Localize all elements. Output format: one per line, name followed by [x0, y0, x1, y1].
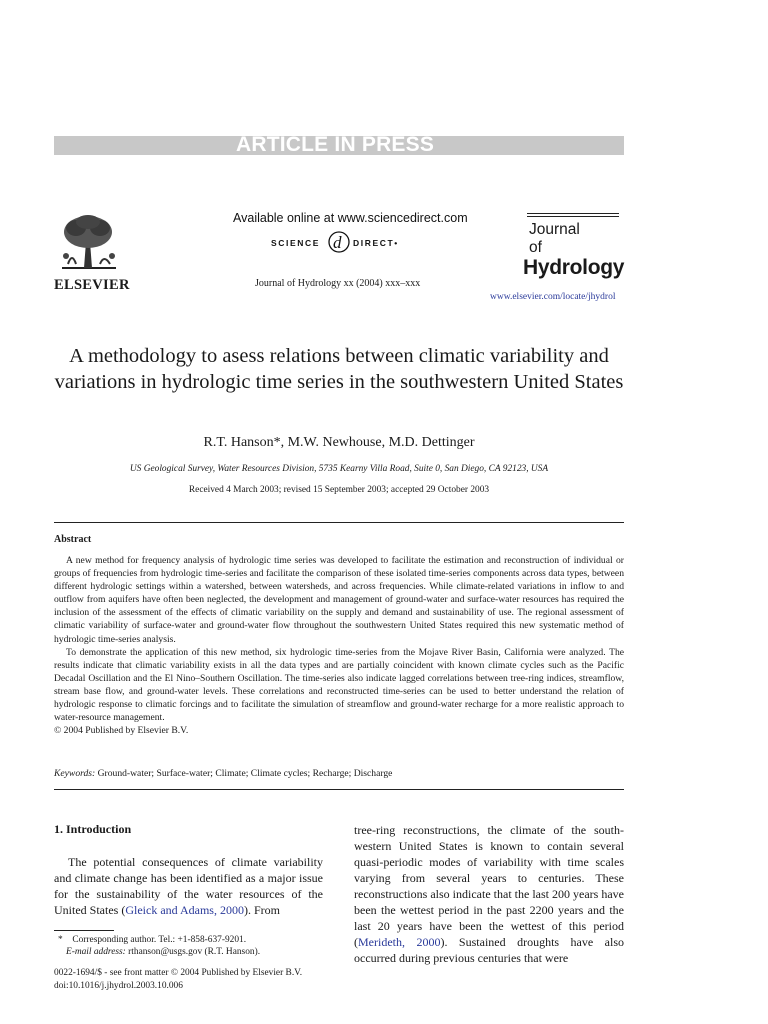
elsevier-tree-logo — [54, 212, 124, 274]
svg-text:SCIENCE: SCIENCE — [271, 238, 320, 248]
journal-logo-rule — [527, 213, 619, 214]
journal-logo-rule-thin — [527, 216, 619, 217]
email-address-link[interactable]: rthanson@usgs.gov (R.T. Hanson). — [128, 947, 261, 957]
issn-line: 0022-1694/$ - see front matter © 2004 Published by Elsevier B.V. — [54, 968, 303, 978]
paper-title: A methodology to asess relations between climatic variability and variations in hydrologic time series in the southwestern United States — [54, 345, 624, 393]
svg-text:d: d — [333, 233, 342, 252]
journal-logo-line2: of — [529, 239, 542, 256]
footnote-email — [66, 946, 260, 958]
availability-text: Available online at www.sciencedirect.com — [233, 211, 468, 225]
intro-right-text: tree-ring reconstructions, the climate of the south-western United States is known to contain several quasi-periodic modes of variability with time scales varying from several years to centuries. These reconstructions also indicate that the last 200 years have been the wettest period in the past 2200 years and the last 20 years have been the wettest of this period ( — [354, 823, 624, 949]
journal-logo-line3: Hydrology — [523, 256, 625, 279]
received-dates: Received 4 March 2003; revised 15 September 2003; accepted 29 October 2003 — [188, 485, 490, 495]
intro-left-column — [54, 854, 323, 918]
email-label: E-mail address: — [66, 947, 126, 957]
abstract-bottom-divider — [54, 789, 624, 790]
publisher-name: ELSEVIER — [54, 277, 130, 293]
abstract-top-divider — [54, 522, 624, 523]
keywords-line — [54, 768, 392, 779]
intro-left-text: The potential consequences of climate variability and climate change has been identified as a major issue for the sustainability of the water resources of the United States ( — [54, 855, 323, 917]
article-in-press-banner — [54, 133, 624, 156]
journal-reference: Journal of Hydrology xx (2004) xxx–xxx — [255, 278, 421, 289]
abstract-copyright: © 2004 Published by Elsevier B.V. — [54, 725, 189, 737]
footnote-corresponding — [54, 934, 246, 946]
front-matter — [54, 967, 302, 993]
banner-text: ARTICLE IN PRESS — [236, 133, 435, 156]
keywords-text: Ground-water; Surface-water; Climate; Climate cycles; Recharge; Discharge — [97, 768, 393, 779]
citation-link-gleick[interactable]: Gleick and Adams, 2000 — [125, 903, 244, 917]
intro-right-column — [354, 822, 624, 966]
intro-left-end: ). From — [243, 903, 280, 917]
intro-right-end: ). Sustained droughts have also occurred during previous centuries that were — [354, 935, 624, 965]
author-list: R.T. Hanson*, M.W. Newhouse, M.D. Dettinger — [203, 435, 475, 450]
footnote-divider — [54, 930, 114, 931]
footnote-marker: * — [58, 935, 63, 945]
citation-link-merideth[interactable]: Merideth, 2000 — [358, 935, 441, 949]
doi-line: doi:10.1016/j.jhydrol.2003.10.006 — [54, 981, 183, 991]
abstract-paragraph-1: A new method for frequency analysis of hydrologic time series was developed to facilitate the estimation and reconstruction of individual or groups of frequencies from hydrologic time-series and facilitate the comparison of these isolated time-series components across data types, between different hydrologic settings within a watershed, between watersheds, and across frequencies. While climate-related variations in inflow to and outflow from aquifers have often been neglected, the development and management of ground-water and surface-water resources has required the inclusion of the assessment of the effects of climatic variability on the supply and demand and sustainability of use. The regional assessment of climatic variability of surface-water and ground-water flow throughout the southwestern United States required this new systematic method of hydrologic time-series analysis. — [54, 555, 624, 645]
svg-text:DIRECT•: DIRECT• — [353, 238, 399, 248]
journal-logo-line1: Journal — [529, 221, 580, 238]
abstract-paragraph-2: To demonstrate the application of this new method, six hydrologic time-series from the Mojave River Basin, California were analyzed. The results indicate that climatic variability exists in all the data types and are partially coincident with known climate cycles such as the Pacific Decadal Oscillation and the El Nino–Southern Oscillation. The time-series also indicate lagged correlations between tree-ring indices, streamflow, stream base flow, and ground-water levels. These correlations and reconstructed time-series can be used to better understand the relation of hydrologic response to climatic forcings and to facilitate the simulation of streamflow and ground-water recharge for a more realistic approach to water-resource management. — [54, 646, 624, 724]
keywords-label: Keywords: — [54, 768, 96, 779]
abstract-heading: Abstract — [54, 534, 92, 545]
abstract-body — [54, 554, 624, 737]
journal-url-link[interactable]: www.elsevier.com/locate/jhydrol — [490, 292, 616, 302]
footnote-corresponding-text: Corresponding author. Tel.: +1-858-637-9201. — [72, 935, 247, 945]
section-heading-introduction: 1. Introduction — [54, 822, 132, 836]
science-direct-logo — [271, 230, 421, 256]
affiliation: US Geological Survey, Water Resources Division, 5735 Kearny Villa Road, Suite 0, San Diego, CA 92123, USA — [129, 464, 549, 474]
